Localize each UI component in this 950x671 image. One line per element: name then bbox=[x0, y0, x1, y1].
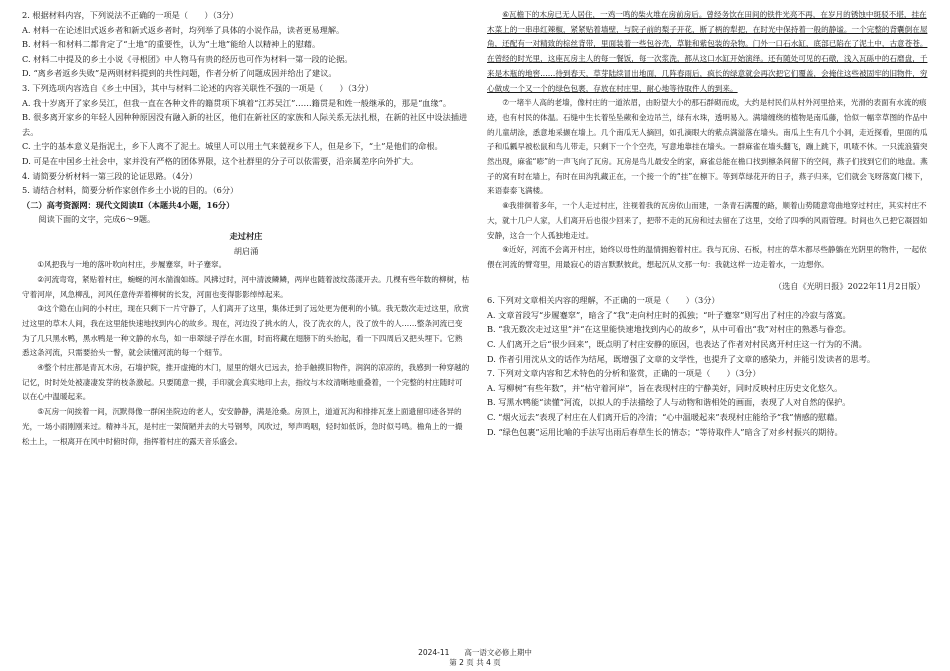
q7-stem: 7. 下列对文章内容和艺术特色的分析和鉴赏，正确的一项是（ ）（3分） bbox=[487, 368, 761, 379]
article-source: （选自《光明日报》2022年11月2日版） bbox=[773, 280, 925, 291]
q4-stem: 4. 请简要分析材料一第三段的论证思路。（4分） bbox=[22, 170, 198, 181]
q6-option-d: D. 作者引用沈从文的话作为结尾，既增强了文章的文学性，也提升了文章的感染力，并能引发读者的思考。 bbox=[487, 353, 876, 364]
article-paragraph: ①风把我与一地的落叶吹向村庄，步履蹇窣，叶子蹇窣。 bbox=[37, 260, 227, 270]
article-paragraph-underlined: ⑥瓦檐下的木房已无人居住，一鸡一鸣的柴火堆在房前房后。曾经务饮在田间的铁件光亮不再，在岁月的锈蚀中斑驳不堪，挂在木菜上的一串串红辣椒，紧紧贴着墙壁，与院子前的梨子开花，断了柄的犁把，在时光中保持着一般的静谧。一个完整的背囊倒在屋角，还配有一对精致的棕丝背带，里面装着一些包谷壳，草鞋和紫包装的杂物。门外一口石水缸，底部已陷在了泥土中，古意苍苍。在曾经的时光里，这座瓦房主人的每一餐饭，每一次浆洗，都从这口水缸开始演绎。还有随处可见的石礅，浅入瓦砾中的石磨盘，千来是木瓶的地窖……待到春天，草芽陆续冒出地面，几阵春雨后，疯长的绿意就会再次把它们覆盖，会掩住这些被固牢的旧物件，穷心做成一个又一个的绿色包裹，存放在村庄里，耐心地等待取件人的到来。 bbox=[487, 10, 928, 93]
q6-option-b: B. “我无数次走过这里”并“在这里能快速地找到内心的故乡”，从中可看出“我”对村庄的熟悉与眷恋。 bbox=[487, 324, 851, 335]
article-paragraph: ③这个隐在山间的小村庄，现在只剩下一片守静了，人们离开了这里，集体迁到了远处更为便利的小镇。我无数次走过这里，欣赏过这里的草木人间，我在这里能快速地找到内心的故乡。现在，河边没了挑水的人，没了洗衣的人，没了放牛的人……整条河流已变为了几只黑水鸭，黑水鸭是一种文静的水鸟，如一串翠绿子浮在水面，时而将藏在翅膀下的头抬起，看一下四周后又把头埋下。它熟悉这条河流，只需要抬头一瞥，就会读懂河流的每一个细节。 bbox=[22, 304, 470, 358]
q3-option-b: B. 很多离开家乡的年轻人因种种原因没有融入新的社区，他们在新社区的家族和人际关系无法扎根，在新的社区中设法插进去。 bbox=[22, 112, 468, 137]
q7-option-a: A. 写柳树“有些年数”，并“枯守着河岸”，旨在表现村庄的宁静美好，同时反映村庄历史文化悠久。 bbox=[487, 382, 843, 393]
section-heading: （二）高考资源网：现代文阅读Ⅱ（本题共4小题，16分） bbox=[22, 199, 235, 210]
footer-exam-info: 2024-11 高一语文必修上期中 bbox=[418, 648, 532, 657]
q3-stem: 3. 下列选项内容选自《乡土中国》，其中与材料二论述的内容关联性不强的一项是（ ）（3分） bbox=[22, 82, 374, 93]
reading-instruction: 阅读下面的文字，完成6～9题。 bbox=[38, 214, 156, 225]
q2-option-a: A. 材料一在论述旧式返乡者和新式返乡者时，均列举了具体的小说作品，读者更易理解。 bbox=[22, 24, 345, 35]
article-paragraph: ⑤瓦房一间挨着一间，沉默得像一群闲坐院边的老人，安安静静，满是沧桑。房顶上，道道瓦沟和排排瓦垄上面遗留印迹各异的光，一场小雨刚刚来过。精神斗瓦，是村庄一架简陋并去的大号钢琴，风吹过，琴声鸣咽，轻时如低诉，急时似号鸣。檐角上的一撮松土上，一根离开在风中时俯时仰，指挥着村庄的露天音乐盛会。 bbox=[22, 407, 463, 446]
article-paragraph: ⑦一堵半人高的老墙，像村庄的一道浓眉，由盼望大小的那石群砌而成，大约是村民们从村外河里拾来，光滑的表面有水流的痕迹，也有村民的体温。石缝中生长着坠坠蕨和金边吊兰，绿有水珠，透明易入。满墙缠绕的植物是南瓜藤，恰似一幅幸草图的作品中的儿童胡涂，悉意地采撷在墙上。几个南瓜无人摘回，如孔滴眼大的紫点满溢落在墙头。南瓜上生有几个小洞，走近探看，里面的瓜子和瓜瓤早被松鼠和鸟儿带走，只剩下一个个空壳，写意地靠挂在墙头。一群麻雀在墙头翻飞，蹦上跳下，叽喳不休。一只流浪猫突然出现，麻雀“嘭”的一声飞向了瓦房。瓦房是鸟儿最安全的家，麻雀总能在檐口找到檩条间留下的空间，燕子们找到它们的地盘。燕子的窝有时在墙上，有时在田沟乳藏正在，一个接一个的“挂”在檩下。等到草绿花开的日子，燕子归来，它们就会飞呀落寞门楼下，来语泰泰飞满楼。 bbox=[487, 98, 928, 196]
q7-option-b: B. 写黑水鸭能“读懂”河流，以拟人的手法描绘了人与动物和谐相处的画面，表现了人对自然的保护。 bbox=[487, 397, 851, 408]
article-paragraph: ④整个村庄都是青瓦木房，石墙护院，推开虚掩的木门，屋里的烟火已远去，拾手触摸旧物件，润润的凉凉的，我感到一种穿越的记忆，时时处处被凄凄发芽的枝条激起。只要随意一摸，手印就会真实地印上去，指纹与木纹清晰地重叠着，一个完整的村庄随时可以在心中温暖起来。 bbox=[22, 363, 470, 402]
q6-option-c: C. 人们离开之后“很少回来”，既点明了村庄安静的原因，也表达了作者对村民离开村庄这一行为的不满。 bbox=[487, 339, 867, 350]
article-paragraph: ⑨近好，河流不会离开村庄，始终以母性的温情拥抱着村庄。我与瓦房、石板，村庄的草木都尽些静躺在光阴里的物件，一起依偎在河流的臂弯里，用最寂心的语言默默彼此，想起沉从文那一句：我就这样一边走着水，一边想你。 bbox=[487, 245, 927, 269]
q2-option-b: B. 材料一和材料二都肯定了“土地”的重要性，认为“土地”能给人以精神上的慰藉。 bbox=[22, 39, 321, 50]
article-author: 胡启涌 bbox=[233, 245, 259, 256]
footer-page-number: 第 2 页 共 4 页 bbox=[449, 658, 501, 667]
q3-option-d: D. 可是在中国乡土社会中，家并没有严格的团体界限，这个社群里的分子可以依需要，沿亲属差序向外扩大。 bbox=[22, 155, 419, 166]
q2-option-d: D. “离乡者返乡失败”是两则材料提到的共性问题，作者分析了问题成因并给出了建议。 bbox=[22, 68, 337, 79]
q2-option-c: C. 材料二中提及的乡土小说《寻根团》中人物马有贵的经历也可作为材料一第一段的论据。 bbox=[22, 53, 353, 64]
q6-option-a: A. 文章首段写“步履蹇窣”，暗含了“我”走向村庄时的孤独；“叶子蹇窣”则写出了村庄的冷寂与落寞。 bbox=[487, 309, 851, 320]
article-body-left bbox=[22, 258, 470, 449]
article-paragraph: ②河流弯弯，紧贴着村庄，蜿蜒的河水湍湍如练。风拂过时，河中清波鳞鳞，两岸也随着波纹荡漾开去。几棵有些年数的柳树，枯守着河岸，风急柳乱，河风任意侍弄着柳树的长发，河面也变得影影绰绰起来。 bbox=[22, 274, 470, 299]
q2-stem: 2. 根据材料内容，下列说法不正确的一项是（ ）（3分） bbox=[22, 10, 239, 20]
q5-stem: 5. 请结合材料，简要分析作家创作乡土小说的目的。（6分） bbox=[22, 185, 239, 196]
q7-option-c: C. “烟火远去”表现了村庄在人们离开后的冷清；“心中温暖起来”表现村庄能给予“我”情感的慰藉。 bbox=[487, 412, 843, 422]
right-column bbox=[487, 8, 933, 439]
article-body-right bbox=[487, 8, 933, 273]
article-title: 走过村庄 bbox=[229, 230, 263, 241]
q7-option-d: D. “绿色包裹”运用比喻的手法写出雨后春草生长的情态；“等待取件人”暗含了对乡村振兴的期待。 bbox=[487, 426, 843, 437]
article-paragraph: ⑧我徘徊着多年，一个人走过村庄，注视着我的瓦房依山而建，一条青石满覆的路，顺着山势随意弯曲地穿过村庄，其实村庄不大，就十几户人家，人们离开后也很少回来了，把带不走的瓦房和过去留在了这里，交给了四季的风雨管理。时间也久已把它凝固如安静，这合一个人孤独地走过。 bbox=[487, 201, 928, 240]
q6-stem: 6. 下列对文章相关内容的理解，不正确的一项是（ ）（3分） bbox=[487, 295, 720, 306]
left-column bbox=[22, 8, 470, 449]
q3-option-c: C. 土字的基本意义是指泥土，乡下人离不了泥土。城里人可以用土气来藐视乡下人，但是乡下，“土”是他们的命根。 bbox=[22, 141, 443, 152]
q3-option-a: A. 我十岁离开了家乡吴江，但我一直在各种文件的籍贯项下填着“江苏吴江”……籍贯是和姓一般继承的，那是“血缘”。 bbox=[22, 97, 452, 108]
